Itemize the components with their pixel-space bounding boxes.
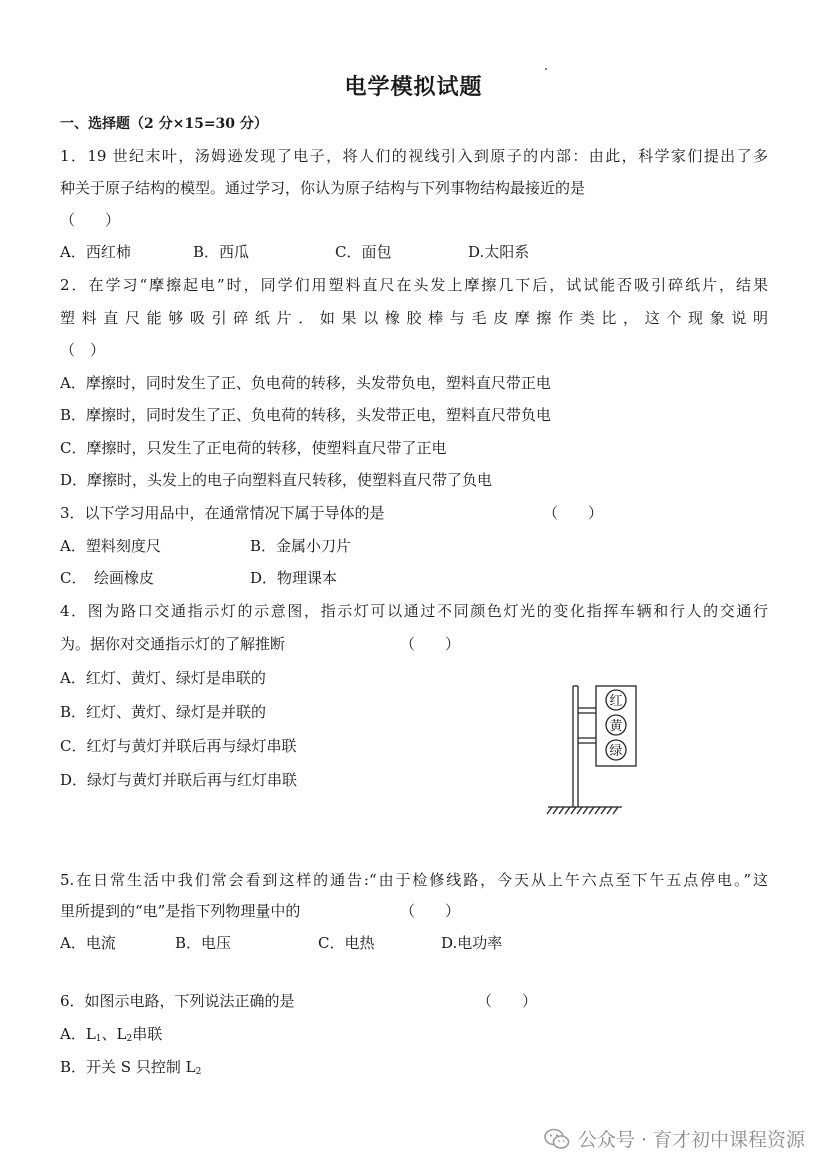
q6-option-a: A．$L_1$、$L_2$串联 — [60, 1025, 163, 1044]
red-lamp-label: 红 — [609, 694, 623, 709]
q6-answer-paren: （ ） — [477, 992, 538, 1010]
ground-hatching — [547, 807, 618, 814]
q3-option-c: C． 绘画橡皮 — [60, 569, 154, 587]
q5-option-d: D.电功率 — [441, 934, 503, 952]
q2-option-c: C．摩擦时，只发生了正电荷的转移，使塑料直尺带了正电 — [60, 439, 447, 457]
q5-option-c: C．电热 — [318, 934, 375, 952]
q5-answer-paren: （ ） — [400, 902, 461, 920]
q4-stem-line1: 4．图为路口交通指示灯的示意图，指示灯可以通过不同颜色灯光的变化指挥车辆和行人的交通行 — [60, 602, 768, 620]
q2-stem-line2: 塑料直尺能够吸引碎纸片．如果以橡胶棒与毛皮摩擦作类比，这个现象说明 — [60, 309, 768, 327]
q1-stem-line1: 1．19 世纪末叶，汤姆逊发现了电子，将人们的视线引入到原子的内部：由此，科学家们提出了多 — [60, 147, 768, 165]
q5-option-b: B．电压 — [175, 934, 232, 952]
q1-stem-line2: 种关于原子结构的模型。通过学习，你认为原子结构与下列事物结构最接近的是 — [60, 179, 586, 197]
q5-option-a: A．电流 — [60, 934, 116, 952]
q2-option-a: A．摩擦时，同时发生了正、负电荷的转移，头发带负电，塑料直尺带正电 — [60, 374, 551, 392]
q4-option-b: B．红灯、黄灯、绿灯是并联的 — [60, 703, 267, 721]
q1-option-b: B．西瓜 — [193, 243, 250, 261]
q1-option-c: C．面包 — [335, 243, 392, 261]
q1-answer-paren: （ ） — [60, 211, 121, 229]
q3-stem: 3．以下学习用品中，在通常情况下属于导体的是 — [60, 504, 385, 522]
q3-option-d: D．物理课本 — [250, 569, 338, 587]
q2-option-b: B．摩擦时，同时发生了正、负电荷的转移，头发带正电，塑料直尺带负电 — [60, 406, 552, 424]
q4-option-c: C．红灯与黄灯并联后再与绿灯串联 — [60, 737, 297, 755]
q4-option-a: A．红灯、黄灯、绿灯是串联的 — [60, 669, 266, 687]
q5-stem-line2: 里所提到的“电”是指下列物理量中的 — [60, 902, 301, 920]
q6-option-b: B．开关 S 只控制 $L_2$ — [60, 1058, 202, 1077]
green-lamp-label: 绿 — [609, 744, 623, 759]
q3-answer-paren: （ ） — [543, 504, 604, 522]
page-title: 电学模拟试题 — [344, 74, 483, 100]
q2-answer-paren: （ ） — [60, 341, 106, 359]
q4-option-d: D．绿灯与黄灯并联后再与红灯串联 — [60, 771, 298, 789]
q4-stem-line2: 为。据你对交通指示灯的了解推断 — [60, 635, 286, 653]
q3-option-b: B．金属小刀片 — [250, 537, 352, 555]
scan-dot — [545, 68, 547, 70]
wechat-icon — [544, 1128, 570, 1150]
q2-option-d: D．摩擦时，头发上的电子向塑料直尺转移，使塑料直尺带了负电 — [60, 471, 493, 489]
q2-stem-line1: 2．在学习“摩擦起电”时，同学们用塑料直尺在头发上摩擦几下后，试试能否吸引碎纸片，结果 — [60, 276, 768, 294]
q4-answer-paren: （ ） — [400, 635, 461, 653]
yellow-lamp-label: 黄 — [609, 719, 623, 734]
q6-stem: 6．如图示电路，下列说法正确的是 — [60, 992, 295, 1010]
q1-option-a: A．西红柿 — [60, 243, 131, 261]
watermark-text: 公众号 · 育才初中课程资源 — [577, 1129, 805, 1151]
watermark — [544, 1125, 805, 1152]
q5-stem-line1: 5.在日常生活中我们常会看到这样的通告:“由于检修线路，今天从上午六点至下午五点停电。”这 — [60, 871, 768, 889]
q1-option-d: D.太阳系 — [468, 243, 530, 261]
traffic-light-figure — [540, 680, 650, 820]
section-heading: 一、选择题（2 分×15=30 分） — [60, 116, 268, 132]
q3-option-a: A．塑料刻度尺 — [60, 537, 161, 555]
